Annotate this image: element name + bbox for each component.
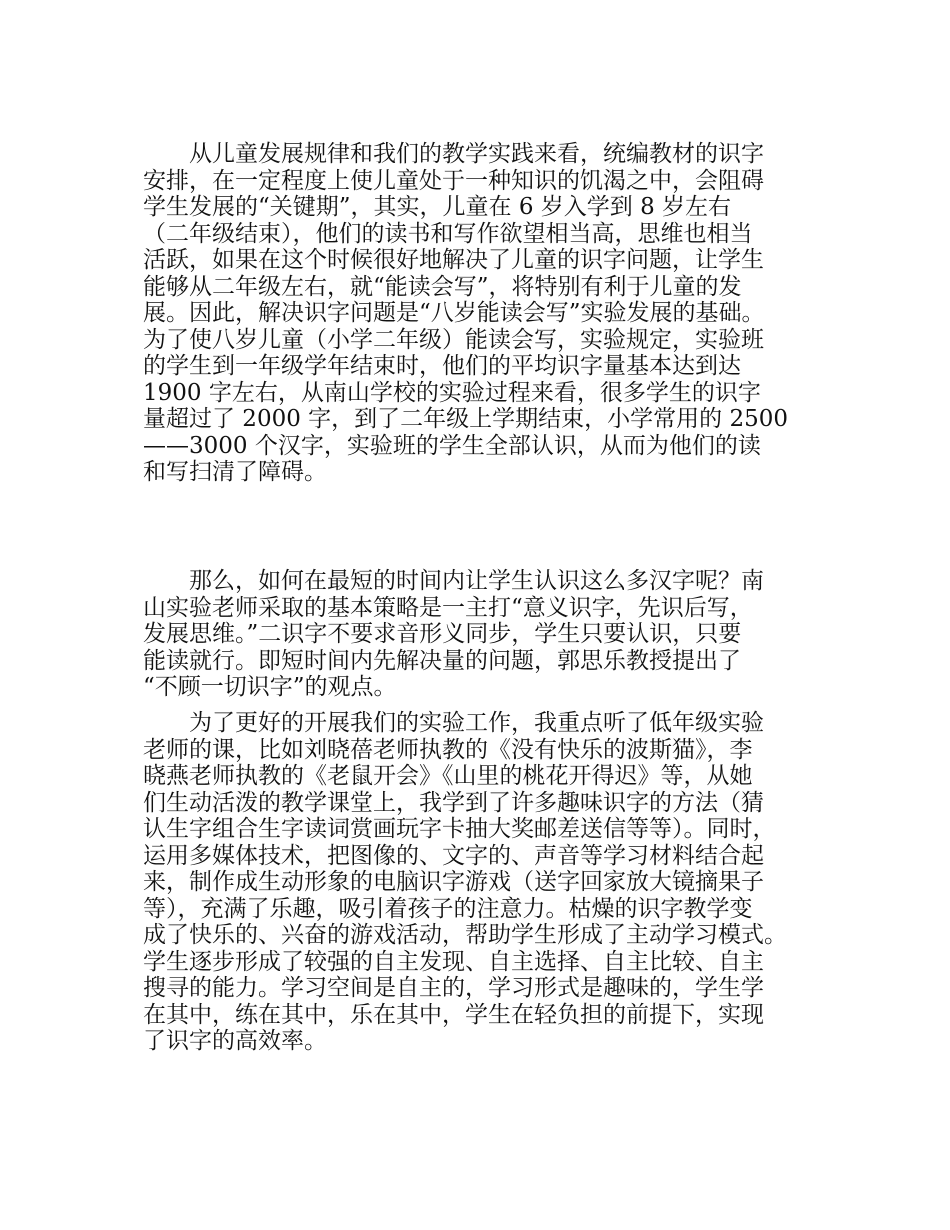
text-line: 老师的课，比如刘晓蓓老师执教的《没有快乐的波斯猫》，李 (143, 736, 753, 763)
text-line: “不顾一切识字”的观点。 (143, 674, 397, 700)
text-line: 了识字的高效率。 (143, 1028, 327, 1054)
text-line: 能够从二年级左右，就“能读会写”，将特别有利于儿童的发 (143, 273, 742, 300)
text-line: 发展思维。”二识字不要求音形义同步，学生只要认识，只要 (143, 621, 742, 647)
text-line: （二年级结束），他们的读书和写作欲望相当高，思维也相当 (143, 220, 753, 247)
text-line: 在其中，练在其中，乐在其中，学生在轻负担的前提下，实现 (143, 1001, 764, 1028)
text-line: 搜寻的能力。学习空间是自主的，学习形式是趣味的，学生学 (143, 975, 764, 1001)
text-line: 量超过了 2000 字，到了二年级上学期结束，小学常用的 2500 (143, 406, 788, 432)
text-line: 学生逐步形成了较强的自主发现、自主选择、自主比较、自主 (143, 948, 764, 975)
text-line: 成了快乐的、兴奋的游戏活动，帮助学生形成了主动学习模式。 (143, 922, 787, 948)
paragraph-2 (143, 568, 823, 701)
text-line: 从儿童发展规律和我们的教学实践来看，统编教材的识字 (143, 141, 764, 167)
text-line: 1900 字左右，从南山学校的实验过程来看，很多学生的识字 (143, 379, 761, 406)
text-line: 安排，在一定程度上使儿童处于一种知识的饥渴之中，会阻碍 (143, 167, 764, 194)
text-line: 运用多媒体技术，把图像的、文字的、声音等学习材料结合起 (143, 842, 764, 869)
text-line: 活跃，如果在这个时候很好地解决了儿童的识字问题，让学生 (143, 247, 764, 273)
text-line: 学生发展的“关键期”，其实，儿童在 6 岁入学到 8 岁左右 (143, 194, 732, 220)
paragraph-3 (143, 710, 823, 1055)
text-line: 晓燕老师执教的《老鼠开会》《山里的桃花开得迟》等，从她 (143, 763, 753, 789)
text-line: 的学生到一年级学年结束时，他们的平均识字量基本达到达 (143, 353, 741, 379)
text-line: ——3000 个汉字，实验班的学生全部认识，从而为他们的读 (143, 432, 761, 459)
text-line: 等），充满了乐趣，吸引着孩子的注意力。枯燥的识字教学变 (143, 895, 753, 922)
text-line: 为了更好的开展我们的实验工作，我重点听了低年级实验 (143, 710, 764, 736)
text-line: 们生动活泼的教学课堂上，我学到了许多趣味识字的方法（猜 (143, 789, 764, 816)
text-line: 展。因此，解决识字问题是“八岁能读会写”实验发展的基础。 (143, 300, 765, 326)
text-line: 那么，如何在最短的时间内让学生认识这么多汉字呢？南 (143, 568, 764, 594)
text-line: 和写扫清了障碍。 (143, 459, 327, 485)
text-line: 来，制作成生动形象的电脑识字游戏（送字回家放大镜摘果子 (143, 869, 764, 895)
text-line: 为了使八岁儿童（小学二年级）能读会写，实验规定，实验班 (143, 326, 764, 353)
paragraph-1 (143, 141, 823, 486)
text-line: 山实验老师采取的基本策略是一主打“意义识字，先识后写， (143, 594, 753, 621)
text-line: 认生字组合生字读词赏画玩字卡抽大奖邮差送信等等）。同时， (143, 816, 776, 842)
text-line: 能读就行。即短时间内先解决量的问题，郭思乐教授提出了 (143, 647, 741, 674)
